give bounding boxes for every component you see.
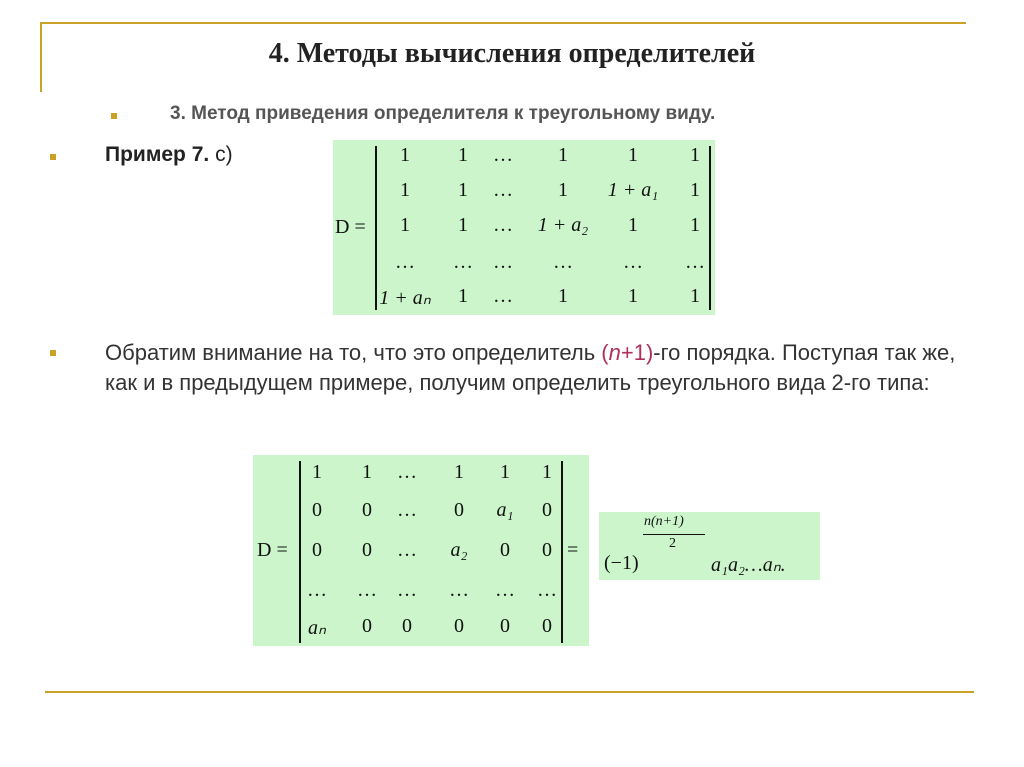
matrix1-cell: 1 [628, 144, 638, 166]
matrix2-cell: 0 [542, 615, 552, 637]
frame-bottom-line [45, 691, 974, 693]
matrix1-cell: 1 [628, 214, 638, 236]
matrix1-cell: 1 [400, 144, 410, 166]
matrix2-cell: 0 [362, 499, 372, 521]
matrix1-cell: 1 + aₙ [379, 287, 431, 309]
matrix2-cell: a₂ [450, 539, 468, 561]
paragraph [105, 338, 965, 398]
matrix1-left-bar [375, 146, 377, 310]
matrix1-right-bar [709, 146, 711, 310]
matrix2-cell: 0 [362, 539, 372, 561]
matrix1-cell: 1 [458, 144, 468, 166]
matrix1-cell: 1 + a₁ [607, 179, 659, 201]
matrix2-cell: aₙ [308, 617, 326, 639]
matrix1-cell: 1 [690, 214, 700, 236]
matrix2-left-bar [299, 461, 301, 643]
matrix2-cell: 1 [454, 461, 464, 483]
matrix2-cell: 0 [312, 499, 322, 521]
matrix1-box [333, 140, 715, 315]
highlight-rest: +1) [620, 340, 654, 365]
matrix2-cell: 0 [500, 615, 510, 637]
matrix2-cell: … [357, 579, 377, 601]
matrix2-cell: … [495, 579, 515, 601]
result-product: a₁a₂…aₙ. [711, 554, 786, 576]
matrix1-cell: 1 [690, 285, 700, 307]
matrix1-cell: 1 [400, 214, 410, 236]
matrix2-cell: … [307, 579, 327, 601]
matrix1-cell: 1 [690, 144, 700, 166]
matrix1-cell: 1 [558, 179, 568, 201]
matrix1-cell: 1 [458, 214, 468, 236]
matrix1-cell: … [493, 285, 513, 307]
matrix1-label: D = [335, 216, 366, 238]
matrix2-label: D = [257, 539, 288, 561]
matrix2-cell: 0 [454, 499, 464, 521]
matrix1-cell: 1 + a₂ [537, 214, 589, 236]
matrix1-cell: … [493, 214, 513, 236]
example-label: Пример 7. [105, 143, 210, 166]
matrix1-cell: 1 [690, 179, 700, 201]
example-suffix: c) [215, 143, 233, 166]
matrix2-cell: 0 [500, 539, 510, 561]
matrix2-cell: 0 [542, 539, 552, 561]
highlight-n: n [608, 340, 621, 365]
matrix2-cell: 0 [312, 539, 322, 561]
matrix1-cell: 1 [558, 144, 568, 166]
paragraph-part1: Обратим внимание на то, что это определитель [105, 340, 602, 365]
matrix2-box [253, 455, 589, 646]
matrix2-cell: … [449, 579, 469, 601]
matrix2-equals: = [567, 539, 579, 561]
matrix2-cell: … [537, 579, 557, 601]
result-box [599, 512, 820, 580]
matrix2-cell: … [397, 461, 417, 483]
matrix2-cell: … [397, 539, 417, 561]
matrix1-cell: 1 [558, 285, 568, 307]
slide-title: 4. Методы вычисления определителей [268, 38, 756, 69]
matrix1-cell: 1 [628, 285, 638, 307]
matrix2-cell: 0 [542, 499, 552, 521]
paragraph-bullet [50, 350, 56, 356]
matrix2-cell: 0 [454, 615, 464, 637]
matrix2-cell: a₁ [496, 499, 514, 521]
matrix1-cell: 1 [458, 179, 468, 201]
matrix2-cell: 1 [500, 461, 510, 483]
frame-top-line [40, 22, 966, 24]
matrix1-cell: … [453, 251, 473, 273]
matrix2-right-bar [561, 461, 563, 643]
matrix2-cell: … [397, 579, 417, 601]
result-exponent-num: n(n+1) [644, 514, 684, 529]
matrix1-cell: … [493, 251, 513, 273]
example-heading [105, 143, 233, 167]
matrix2-cell: 0 [362, 615, 372, 637]
paragraph-part2: -го порядка. Поступая так же, как и в предыдущем примере, получим определить треугольного вида 2-го типа: [105, 340, 956, 395]
result-fraction-line [643, 534, 705, 535]
highlight-open: ( [601, 340, 609, 365]
result-exponent-den: 2 [669, 536, 676, 551]
matrix2-cell: 0 [402, 615, 412, 637]
matrix1-cell: … [493, 144, 513, 166]
matrix1-cell: … [623, 251, 643, 273]
matrix1-cell: … [553, 251, 573, 273]
matrix1-cell: 1 [400, 179, 410, 201]
matrix2-cell: 1 [542, 461, 552, 483]
example-bullet [50, 154, 56, 160]
matrix2-cell: 1 [312, 461, 322, 483]
subtitle-bullet [111, 113, 117, 119]
paragraph-highlight [601, 340, 653, 365]
matrix1-cell: … [493, 179, 513, 201]
matrix1-cell: 1 [458, 285, 468, 307]
matrix2-cell: … [397, 499, 417, 521]
result-base: (−1) [604, 552, 639, 574]
subtitle: 3. Метод приведения определителя к треугольному виду. [170, 103, 716, 124]
matrix2-cell: 1 [362, 461, 372, 483]
matrix1-cell: … [685, 251, 705, 273]
matrix1-cell: … [395, 251, 415, 273]
